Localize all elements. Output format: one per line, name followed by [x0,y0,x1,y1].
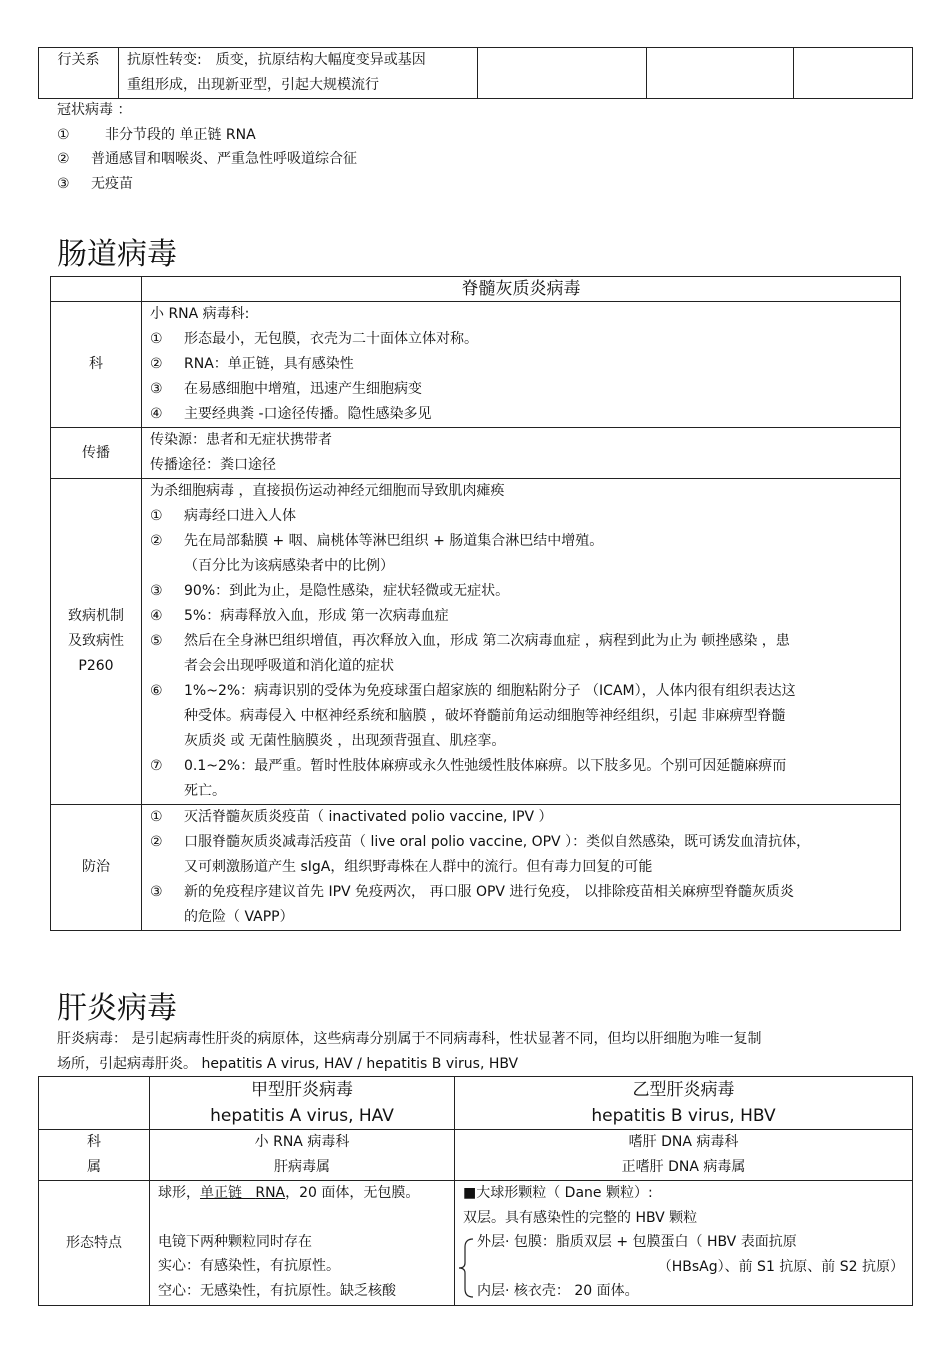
hav-header [150,1077,455,1130]
hbv-morph-line: （HBsAg）、前 S1 抗原、前 S2 抗原） [657,1258,904,1275]
patho-label-2: 及致病性 [68,633,124,649]
hbv-en: hepatitis B virus, HBV [591,1106,776,1126]
hbv-morph-line: 内层· 核衣壳： 20 面体。 [477,1283,639,1299]
text-line: 小 RNA 病毒科: [150,306,250,322]
list-item: ② 口服脊髓灰质炎减毒活疫苗（ live oral polio vaccine, OPV ）：类似自然感染，既可诱发血清抗体， [150,834,811,850]
hbv-taxonomy [455,1130,913,1181]
top-partial-table [38,47,913,99]
list-item-cont: 灰质炎 或 无菌性脑膜炎 ，出现颈背强直、肌痉挛。 [184,733,506,749]
row-label-prevent: 防治 [51,805,142,931]
top-table-line: 重组形成，出现新亚型，引起大规模流行 [127,77,379,93]
patho-label-1: 致病机制 [68,608,124,624]
hav-morph-line: 空心：无感染性，有抗原性。缺乏核酸 [158,1282,396,1299]
morph-label: 形态特点 [39,1181,150,1306]
hbv-morph-line: 外层· 包膜：脂质双层 + 包膜蛋白（ HBV 表面抗原 [477,1234,797,1250]
list-item-cont: 种受体。病毒侵入 中枢神经系统和脑膜 ，破坏脊髓前角运动细胞等神经组织，引起 非麻痹型脊髓 [184,708,786,724]
top-table-line: 抗原性转变: 质变，抗原结构大幅度变异或基因 [127,52,426,68]
hep-header-empty [39,1077,150,1130]
hepatitis-intro [57,1027,761,1076]
hav-morph [150,1181,455,1306]
list-item: ⑥ 1%~2%：病毒识别的受体为免疫球蛋白超家族的 细胞粘附分子 （ICAM），人体内很有组织表达这 [150,683,796,699]
top-table-content-cell [119,48,478,99]
corona-item: ② 普通感冒和咽喉炎、严重急性呼吸道综合征 [57,151,357,167]
list-item-cont: （百分比为该病感染者中的比例） [184,558,394,574]
hepatitis-table [38,1076,913,1306]
top-table-label-cell [39,48,119,99]
hbv-genus: 正嗜肝 DNA 病毒属 [621,1159,746,1175]
entero-header-empty [51,277,142,302]
list-item: ⑦ 0.1~2%：最严重。暂时性肢体麻痹或永久性弛缓性肢体麻痹。以下肢多见。个别可因延髓麻痹而 [150,758,787,774]
top-table-empty-cell [478,48,647,99]
hav-family: 小 RNA 病毒科 [254,1134,350,1150]
top-table-label: 行关系 [57,52,100,68]
list-item: ④ 主要经典粪 -口途径传播。隐性感染多见 [150,406,432,422]
hbv-morph-line: ■大球形颗粒（ Dane 颗粒）: [463,1185,653,1201]
brace-icon [457,1237,475,1299]
list-item: ③ 在易感细胞中增殖，迅速产生细胞病变 [150,381,422,397]
row-content-ke [142,302,901,428]
text-line: 为杀细胞病毒 ，直接损伤运动神经元细胞而导致肌肉瘫痪 [150,483,505,499]
hav-genus: 肝病毒属 [274,1159,330,1175]
corona-item: ③ 无疫苗 [57,175,133,192]
list-item: ① 灭活脊髓灰质炎疫苗（ inactivated polio vaccine, IPV ） [150,809,553,825]
hav-name: 甲型肝炎病毒 [251,1080,353,1100]
hepatitis-heading: 肝炎病毒 [57,991,177,1026]
list-item: ② 先在局部黏膜 + 咽、扁桃体等淋巴组织 + 肠道集合淋巴结中增殖。 [150,533,604,549]
list-item: ④ 5%：病毒释放入血，形成 第一次病毒血症 [150,608,449,624]
top-table-empty-cell [794,48,913,99]
hbv-family: 嗜肝 DNA 病毒科 [628,1134,739,1150]
hepatitis-intro-line: 场所，引起病毒肝炎。 hepatitis A virus, HAV / hepatitis B virus, HBV [57,1055,519,1072]
top-table-empty-cell [647,48,794,99]
entero-table-header: 脊髓灰质炎病毒 [142,277,901,302]
text-line: 传染源：患者和无症状携带者 [150,432,332,448]
hbv-morph [455,1181,913,1306]
hav-taxonomy [150,1130,455,1181]
ke-label: 科 [87,1134,101,1150]
list-item-cont: 又可刺激肠道产生 sIgA，组织野毒株在人群中的流行。但有毒力回复的可能 [184,859,653,875]
row-label-patho [51,479,142,805]
list-item-cont: 死亡。 [184,783,226,799]
row-content-patho [142,479,901,805]
row-content-chuanbo [142,428,901,479]
patho-label-3: P260 [78,658,114,674]
list-item: ③ 新的免疫程序建议首先 IPV 免疫两次， 再口服 OPV 进行免疫， 以排除疫苗相关麻痹型脊髓灰质炎 [150,884,794,900]
list-item: ③ 90%：到此为止，是隐性感染，症状轻微或无症状。 [150,583,510,599]
list-item-cont: 者会会出现呼吸道和消化道的症状 [184,658,394,674]
hav-en: hepatitis A virus, HAV [210,1106,394,1126]
shu-label: 属 [87,1159,101,1175]
corona-section [57,98,357,196]
hav-morph-line: 实心：有感染性，有抗原性。 [158,1258,340,1274]
list-item-cont: 的危险（ VAPP） [184,909,294,925]
row-content-prevent [142,805,901,931]
entero-heading: 肠道病毒 [57,237,177,272]
row-label-ke: 科 [51,302,142,428]
hbv-morph-line: 双层。具有感染性的完整的 HBV 颗粒 [463,1209,698,1226]
hbv-name: 乙型肝炎病毒 [632,1080,735,1100]
hbv-header [455,1077,913,1130]
hepatitis-intro-line: 肝炎病毒： 是引起病毒性肝炎的病原体，这些病毒分别属于不同病毒科，性状显著不同，但均以肝细胞为唯一复制 [57,1031,762,1047]
list-item: ① 病毒经口进入人体 [150,508,296,524]
ke-shu-label [39,1130,150,1181]
hav-morph-line: 电镜下两种颗粒同时存在 [158,1233,312,1250]
row-label-chuanbo: 传播 [51,428,142,479]
entero-table [50,276,901,931]
list-item: ⑤ 然后在全身淋巴组织增值，再次释放入血，形成 第二次病毒血症 ，病程到此为止为 顿挫感染 ，患 [150,633,790,649]
corona-item: ① 非分节段的 单正链 RNA [57,126,256,143]
list-item: ① 形态最小，无包膜，衣壳为二十面体立体对称。 [150,331,478,347]
hav-morph-line: 球形，单正链 RNA，20 面体，无包膜。 [158,1185,420,1201]
corona-title: 冠状病毒 ： [57,102,132,118]
list-item: ② RNA：单正链，具有感染性 [150,356,354,372]
text-line: 传播途径：粪口途径 [150,457,276,473]
